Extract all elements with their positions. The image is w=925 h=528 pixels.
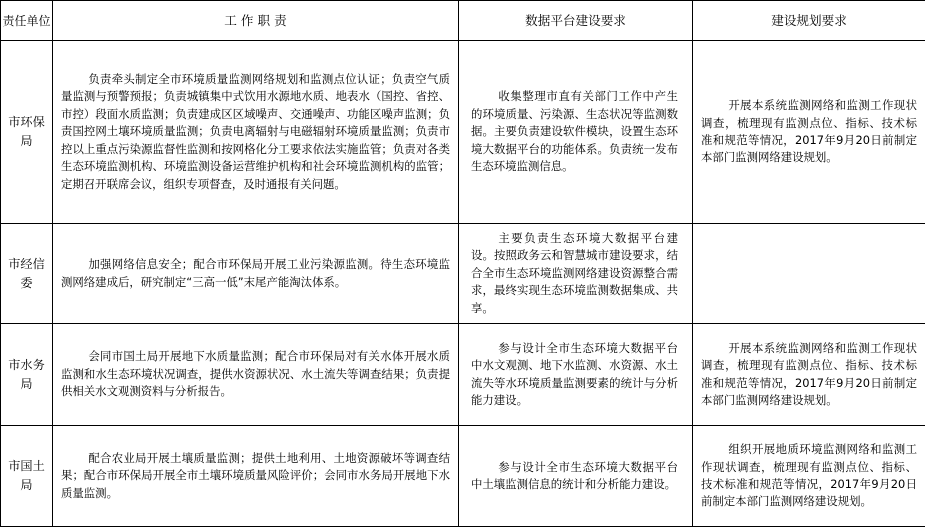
duty-text: 会同市国土局开展地下水质量监测；配合市环保局对有关水体开展水质监测和水生态环境状况调查，提供水资源状况、水土流失等调查结果；负责提供相关水文观测资料与分析报告。 bbox=[61, 349, 450, 399]
header-row bbox=[1, 1, 925, 41]
table-row bbox=[1, 224, 925, 324]
platform-text: 参与设计全市生态环境大数据平台中土壤监测信息的统计和分析能力建设。 bbox=[471, 459, 678, 491]
header-platform: 数据平台建设要求 bbox=[459, 1, 693, 41]
platform-text: 收集整理市直有关部门工作中产生的环境质量、污染源、生态状况等监测数据。主要负责建设软件模块，设置生态环境大数据平台的功能体系。负责统一发布生态环境监测信息。 bbox=[471, 89, 678, 174]
table-row bbox=[1, 324, 925, 426]
header-duty: 工 作 职 责 bbox=[53, 1, 459, 41]
plan-text: 开展本系统监测网络和监测工作现状调查，梳理现有监测点位、指标、技术标准和规范等情况，2017年9月20日前制定本部门监测网络建设规划。 bbox=[701, 98, 917, 165]
row-unit: 市国土局 bbox=[1, 426, 53, 527]
row-plan bbox=[693, 224, 925, 324]
row-platform bbox=[459, 224, 693, 324]
header-unit: 责任单位 bbox=[1, 1, 53, 41]
row-plan bbox=[693, 41, 925, 224]
plan-text bbox=[693, 272, 925, 276]
duty-text: 负责牵头制定全市环境质量监测网络规划和监测点位认证；负责空气质量监测与预警预报；负责城镇集中式饮用水源地水质、地表水（国控、省控、市控）段面水质监测；负责建成区区域噪声、交通噪声、功能区噪声监测；负责国控网土壤环境质量监测；负责电离辐射与电磁辐射环境质量监测；负责市控以上重点污染源监督性监测和按网格化分工要求依法实施监管；负责对各类生态环境监测机构、环境监测设备运营维护机构和社会环境监测机构的监管；定期召开联席会议，组织专项督查，及时通报有关问题。 bbox=[61, 72, 450, 191]
duty-text: 配合农业局开展土壤质量监测；提供土地利用、土地资源破坏等调查结果；配合市环保局开展全市土壤环境质量风险评价；会同市水务局开展地下水质量监测。 bbox=[61, 450, 450, 500]
row-duty bbox=[53, 224, 459, 324]
table-row bbox=[1, 41, 925, 224]
row-plan bbox=[693, 426, 925, 527]
row-platform bbox=[459, 426, 693, 527]
row-duty bbox=[53, 324, 459, 426]
duty-text: 加强网络信息安全；配合市环保局开展工业污染源监测。待生态环境监测网络建成后，研究制定“三高一低”末尾产能淘汰体系。 bbox=[61, 257, 450, 289]
row-duty bbox=[53, 426, 459, 527]
row-unit: 市经信委 bbox=[1, 224, 53, 324]
row-unit: 市环保局 bbox=[1, 41, 53, 224]
header-plan: 建设规划要求 bbox=[693, 1, 925, 41]
row-platform bbox=[459, 324, 693, 426]
platform-text: 主要负责生态环境大数据平台建设。按照政务云和智慧城市建设要求，结合全市生态环境监测网络建设资源整合需求，最终实现生态环境监测数据集成、共享。 bbox=[471, 230, 678, 315]
platform-text: 参与设计全市生态环境大数据平台中水文观测、地下水监测、水资源、水土流失等水环境质量监测要素的统计与分析能力建设。 bbox=[471, 340, 678, 407]
row-platform bbox=[459, 41, 693, 224]
row-unit: 市水务局 bbox=[1, 324, 53, 426]
plan-text: 组织开展地质环境监测网络和监测工作现状调查，梳理现有监测点位、指标、技术标准和规范等情况，2017年9月20日前制定本部门监测网络建设规划。 bbox=[701, 442, 917, 509]
row-duty bbox=[53, 41, 459, 224]
row-plan bbox=[693, 324, 925, 426]
plan-text: 开展本系统监测网络和监测工作现状调查，梳理现有监测点位、指标、技术标准和规范等情况，2017年9月20日前制定本部门监测网络建设规划。 bbox=[701, 340, 917, 407]
table-row bbox=[1, 426, 925, 527]
